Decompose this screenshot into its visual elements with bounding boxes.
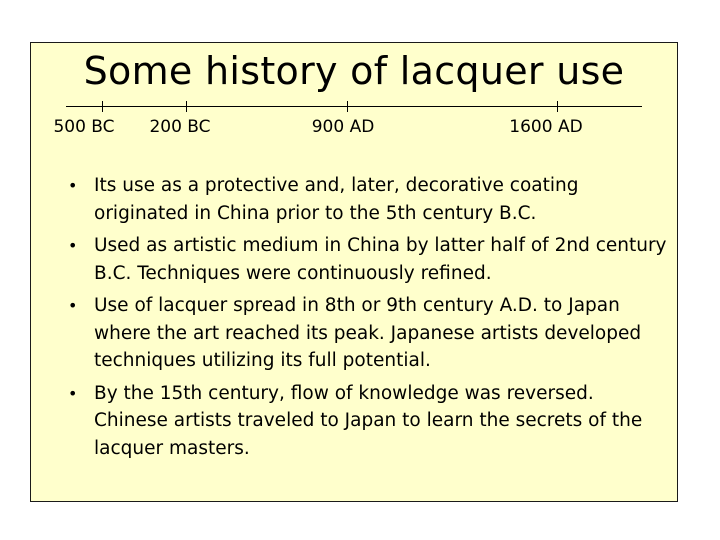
bullet-text: Use of lacquer spread in 8th or 9th century A.D. to Japan where the art reached its peak. Japanese artists developed techniques utilizing its full potential. (94, 295, 642, 371)
timeline-label-500bc: 500 BC (53, 117, 115, 137)
bullet-marker: • (68, 296, 78, 315)
bullet-item (68, 172, 668, 227)
bullet-item (68, 380, 668, 463)
timeline-label-1600ad: 1600 AD (509, 117, 583, 137)
bullet-text: Its use as a protective and, later, decorative coating originated in China prior to the 5th century B.C. (94, 175, 579, 224)
slide-title: Some history of lacquer use (83, 49, 625, 93)
bullet-item (68, 232, 668, 287)
timeline-axis (66, 106, 642, 107)
timeline-label-200bc: 200 BC (149, 117, 211, 137)
timeline-tick-500bc (102, 101, 103, 112)
bullet-text: By the 15th century, flow of knowledge was reversed. Chinese artists traveled to Japan to learn the secrets of the lacquer masters. (94, 382, 643, 459)
timeline-label-900ad: 900 AD (311, 117, 375, 137)
timeline-tick-1600ad (557, 101, 558, 112)
bullet-item (68, 292, 668, 375)
bullet-marker: • (68, 383, 78, 403)
timeline-tick-200bc (186, 101, 187, 112)
timeline-tick-900ad (347, 101, 348, 112)
bullet-list (68, 172, 668, 467)
bullet-marker: • (68, 176, 78, 195)
bullet-marker: • (68, 236, 78, 255)
bullet-text: Used as artistic medium in China by latter half of 2nd century B.C. Techniques were continuously refined. (94, 235, 667, 284)
